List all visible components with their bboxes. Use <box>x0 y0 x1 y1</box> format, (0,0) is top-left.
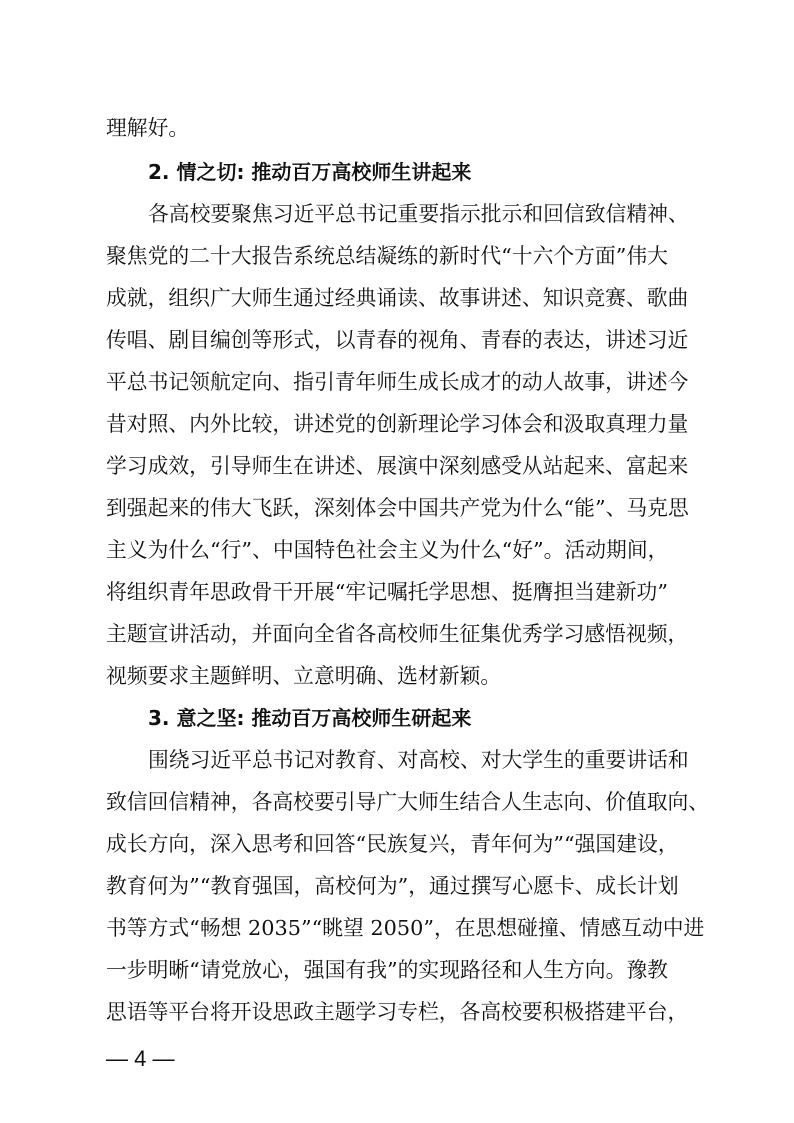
paragraph-line: 视频要求主题鲜明、立意明确、选材新颖。 <box>106 664 502 688</box>
paragraph-line: 主义为什么“行”、中国特色社会主义为什么“好”。活动期间， <box>106 538 669 562</box>
section-heading: 3. 意之坚: 推动百万高校师生研起来 <box>148 706 472 730</box>
paragraph-line: 成就，组织广大师生通过经典诵读、故事讲述、知识竞赛、歌曲 <box>106 286 689 310</box>
paragraph-line: 学习成效，引导师生在讲述、展演中深刻感受从站起来、富起来 <box>106 454 689 478</box>
paragraph-line: 平总书记领航定向、指引青年师生成长成才的动人故事，讲述今 <box>106 370 689 394</box>
paragraph-line: 围绕习近平总书记对教育、对高校、对大学生的重要讲话和 <box>148 748 689 772</box>
paragraph-line: 理解好。 <box>106 116 190 140</box>
paragraph-line: 致信回信精神，各高校要引导广大师生结合人生志向、价值取向、 <box>106 790 710 814</box>
paragraph-line: 聚焦党的二十大报告系统总结凝练的新时代“十六个方面”伟大 <box>106 244 668 268</box>
section-heading: 2. 情之切: 推动百万高校师生讲起来 <box>148 160 472 184</box>
paragraph-line: 书等方式“畅想 2035”“眺望 2050”，在思想碰撞、情感互动中进 <box>106 916 705 940</box>
paragraph-line: 将组织青年思政骨干开展“牢记嘱托学思想、挺膺担当建新功” <box>106 580 668 604</box>
paragraph-line: 昔对照、内外比较，讲述党的创新理论学习体会和汲取真理力量 <box>106 412 689 436</box>
paragraph-line: 主题宣讲活动，并面向全省各高校师生征集优秀学习感悟视频， <box>106 622 689 646</box>
paragraph-line: 到强起来的伟大飞跃，深刻体会中国共产党为什么“能”、马克思 <box>106 496 689 520</box>
paragraph-line: 各高校要聚焦习近平总书记重要指示批示和回信致信精神、 <box>148 202 689 226</box>
page-number: — 4 — <box>106 1046 175 1071</box>
paragraph-line: 一步明晰“请党放心，强国有我”的实现路径和人生方向。豫教 <box>106 958 668 982</box>
paragraph-line: 教育何为”“教育强国，高校何为”，通过撰写心愿卡、成长计划 <box>106 874 679 898</box>
paragraph-line: 传唱、剧目编创等形式，以青春的视角、青春的表达，讲述习近 <box>106 328 689 352</box>
paragraph-line: 成长方向，深入思考和回答“民族复兴，青年何为”“强国建设， <box>106 832 679 856</box>
paragraph-line: 思语等平台将开设思政主题学习专栏，各高校要积极搭建平台， <box>106 1000 689 1024</box>
